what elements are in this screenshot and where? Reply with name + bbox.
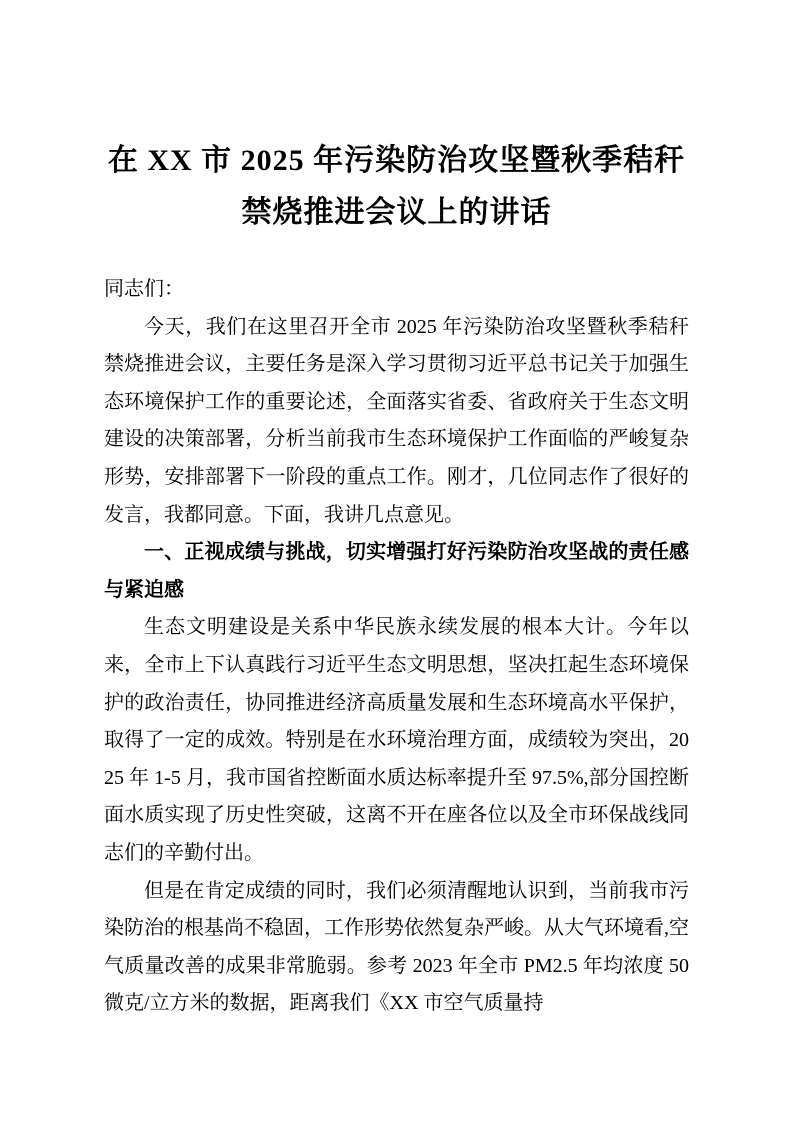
paragraph: 同志们： (104, 278, 184, 300)
paragraph: 生态文明建设是关系中华民族永续发展的根本大计。今年以来，全市上下认真践行习近平生态文明思想，坚决扛起生态环境保护的政治责任，协同推进经济高质量发展和生态环境高水平保护，取得了一定的成效。特别是在水环境治理方面，成绩较为突出，2025 年 1-5 月，我市国省控断面水质达标率提升至 97.5%,部分国控断面水质实现了历史性突破，这离不开在座各位以及全市环保战线同志们的辛勤付出。 (104, 616, 689, 864)
title-line-1: 在 XX 市 2025 年污染防治攻坚暨秋季秸秆 (107, 144, 686, 177)
paragraph: 但是在肯定成绩的同时，我们必须清醒地认识到，当前我市污染防治的根基尚不稳固，工作形势依然复杂严峻。从大气环境看,空气质量改善的成果非常脆弱。参考 2023 年全市 PM2.5 年均浓度 50 微克/立方米的数据，距离我们《XX 市空气质量持 (104, 879, 689, 1015)
document-title (104, 135, 689, 239)
title-line-2: 禁烧推进会议上的讲话 (241, 196, 552, 229)
paragraph: 今天，我们在这里召开全市 2025 年污染防治攻坚暨秋季秸秆禁烧推进会议，主要任务是深入学习贯彻习近平总书记关于加强生态环境保护工作的重要论述，全面落实省委、省政府关于生态文明建设的决策部署，分析当前我市生态环境保护工作面临的严峻复杂形势，安排部署下一阶段的重点工作。刚才，几位同志作了很好的发言，我都同意。下面，我讲几点意见。 (104, 315, 689, 526)
document-body (104, 271, 689, 1023)
section-heading: 一、正视成绩与挑战，切实增强打好污染防治攻坚战的责任感与紧迫感 (104, 541, 689, 601)
